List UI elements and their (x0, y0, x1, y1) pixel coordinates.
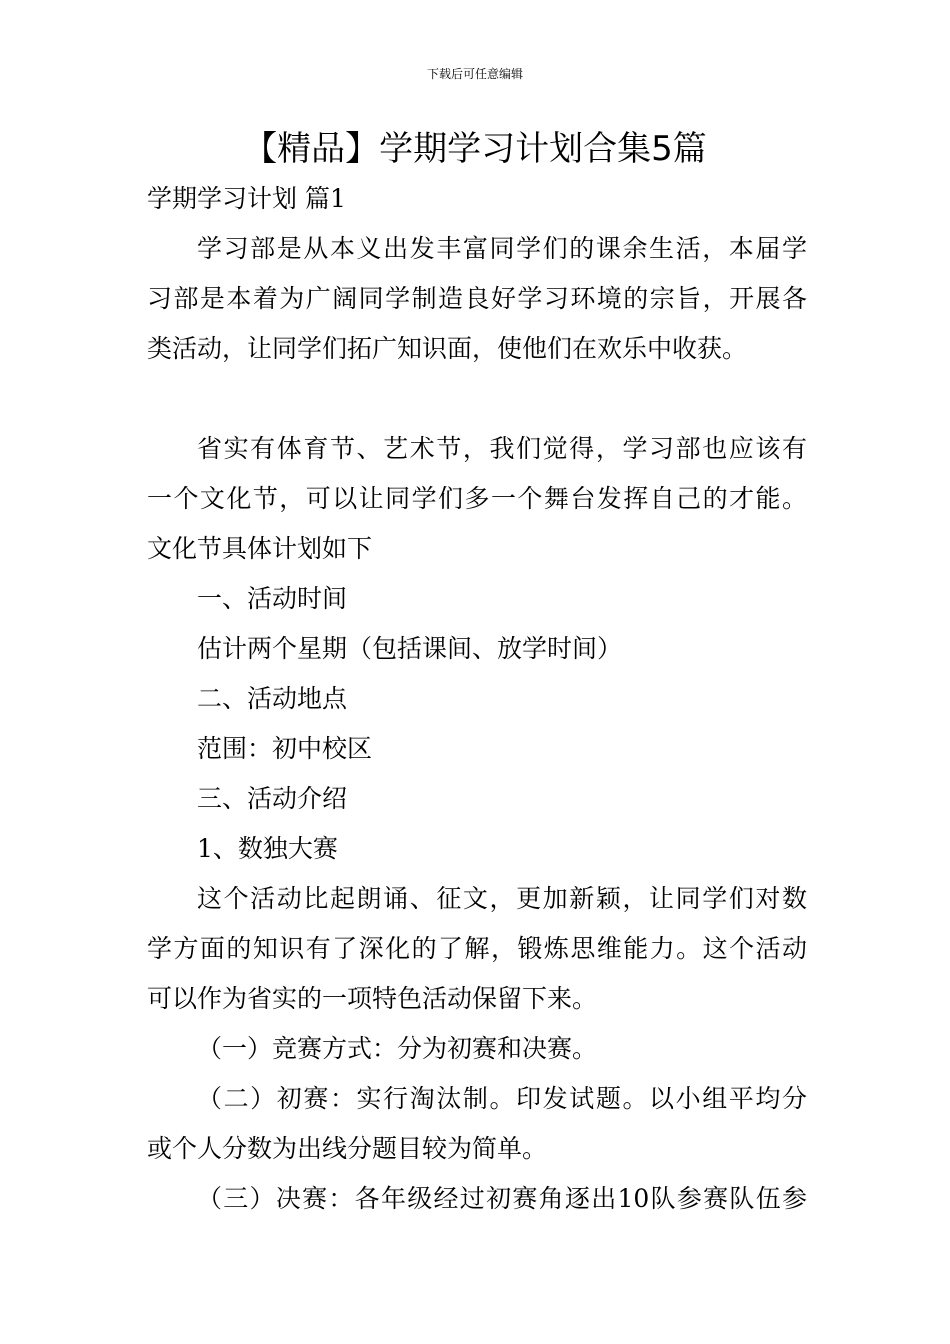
list-heading: 三、活动介绍 (197, 784, 348, 813)
paragraph-line: 习部是本着为广阔同学制造良好学习环境的宗旨，开展各 (147, 284, 807, 313)
paragraph-gap (147, 374, 807, 424)
paragraph-line: 范围：初中校区 (197, 734, 373, 763)
document-title: 【精品】学期学习计划合集5篇 (243, 129, 707, 169)
paragraph-line: 一个文化节，可以让同学们多一个舞台发挥自己的才能。 (147, 484, 807, 513)
document-body (147, 174, 807, 1224)
paragraph-line: 可以作为省实的一项特色活动保留下来。 (147, 984, 598, 1013)
list-heading: 一、活动时间 (197, 584, 348, 613)
paragraph-line: 文化节具体计划如下 (147, 534, 373, 563)
paragraph-line: （一）竞赛方式：分为初赛和决赛。 (197, 1034, 598, 1063)
paragraph-line: 估计两个星期（包括课间、放学时间） (197, 634, 623, 663)
paragraph-line: 这个活动比起朗诵、征文，更加新颖，让同学们对数 (197, 884, 807, 913)
paragraph-line: 类活动，让同学们拓广知识面，使他们在欢乐中收获。 (147, 334, 748, 363)
paragraph-line: （三）决赛：各年级经过初赛角逐出10队参赛队伍参 (197, 1184, 807, 1213)
paragraph-line: 学习部是从本义出发丰富同学们的课余生活，本届学 (197, 234, 807, 263)
paragraph-line: 学方面的知识有了深化的了解，锻炼思维能力。这个活动 (147, 934, 807, 963)
paragraph-line: 或个人分数为出线分题目较为简单。 (147, 1134, 548, 1163)
list-heading: 1、数独大赛 (197, 834, 338, 863)
list-heading: 二、活动地点 (197, 684, 348, 713)
paragraph-line: （二）初赛：实行淘汰制。印发试题。以小组平均分 (197, 1084, 807, 1113)
paragraph-line: 省实有体育节、艺术节，我们觉得，学习部也应该有 (197, 434, 807, 463)
header-note: 下载后可任意编辑 (426, 67, 523, 81)
section-heading: 学期学习计划 篇1 (147, 184, 346, 213)
